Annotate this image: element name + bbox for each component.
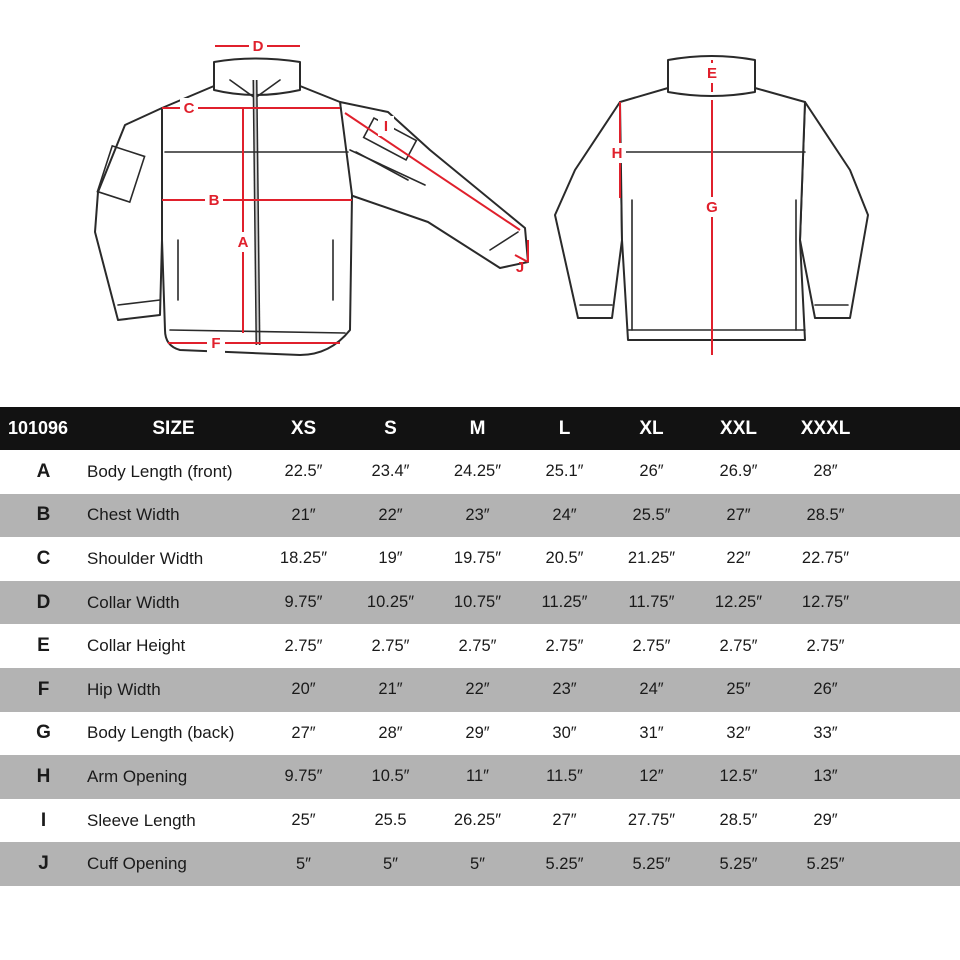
table-row	[0, 581, 960, 625]
size-header-xs: XS	[290, 417, 317, 439]
row-code: A	[36, 460, 51, 482]
cell-value: 25″	[291, 811, 316, 830]
size-chart-table	[0, 407, 960, 886]
row-name: Collar Height	[87, 636, 186, 656]
cell-value: 5″	[382, 854, 399, 873]
cell-value: 26.9″	[719, 462, 758, 481]
size-header-xxl: XXL	[720, 417, 757, 439]
row-name: Cuff Opening	[87, 854, 187, 874]
cell-value: 24.25″	[453, 462, 502, 481]
cell-value: 32″	[726, 723, 751, 742]
row-name: Collar Width	[87, 592, 180, 612]
table-row	[0, 668, 960, 712]
row-code: D	[36, 591, 51, 613]
cell-value: 24″	[639, 680, 664, 699]
table-row	[0, 712, 960, 756]
row-code: B	[36, 504, 51, 526]
cell-value: 27.75″	[627, 811, 676, 830]
cell-value: 28.5″	[719, 811, 758, 830]
cell-value: 25.5	[374, 811, 407, 830]
table-row	[0, 624, 960, 668]
cell-value: 28″	[378, 723, 403, 742]
cell-value: 2.75″	[632, 636, 671, 655]
row-code: F	[37, 678, 50, 700]
row-code: I	[40, 809, 47, 831]
row-name: Arm Opening	[87, 766, 188, 786]
row-name: Body Length (back)	[87, 723, 235, 743]
cell-value: 29″	[465, 723, 490, 742]
cell-value: 23.4″	[371, 462, 410, 481]
label-H: H	[611, 145, 623, 162]
cell-value: 30″	[552, 723, 577, 742]
size-header-s: S	[384, 417, 397, 439]
cell-value: 5″	[469, 854, 486, 873]
cell-value: 19″	[378, 549, 403, 568]
table-row	[0, 494, 960, 538]
jacket-front	[95, 59, 528, 356]
cell-value: 20″	[291, 680, 316, 699]
label-I: I	[383, 118, 389, 135]
cell-value: 22.75″	[801, 549, 850, 568]
row-code: E	[37, 635, 50, 657]
row-code: C	[36, 547, 51, 569]
size-header-m: M	[469, 417, 486, 439]
cell-value: 11.75″	[628, 593, 675, 612]
cell-value: 11″	[466, 767, 489, 786]
table-row	[0, 755, 960, 799]
cell-value: 21″	[291, 505, 316, 524]
cell-value: 22″	[465, 680, 490, 699]
cell-value: 10.5″	[371, 767, 410, 786]
model-number: 101096	[8, 418, 69, 438]
cell-value: 2.75″	[719, 636, 758, 655]
cell-value: 28″	[813, 462, 838, 481]
cell-value: 10.25″	[366, 593, 415, 612]
cell-value: 11.5″	[546, 767, 583, 786]
cell-value: 22.5″	[284, 462, 323, 481]
cell-value: 26.25″	[453, 811, 502, 830]
size-header-xxxl: XXXL	[800, 417, 851, 439]
label-D: D	[252, 38, 264, 55]
table-row	[0, 842, 960, 886]
label-B: B	[208, 192, 220, 209]
cell-value: 9.75″	[284, 767, 323, 786]
cell-value: 5″	[295, 854, 312, 873]
cell-value: 28.5″	[806, 505, 845, 524]
cell-value: 2.75″	[806, 636, 845, 655]
label-F: F	[211, 335, 221, 352]
cell-value: 18.25″	[279, 549, 328, 568]
cell-value: 2.75″	[284, 636, 323, 655]
cell-value: 27″	[726, 505, 751, 524]
cell-value: 27″	[552, 811, 577, 830]
label-J: J	[515, 259, 525, 276]
label-A: A	[237, 234, 249, 251]
cell-value: 5.25″	[632, 854, 671, 873]
cell-value: 13″	[813, 767, 838, 786]
cell-value: 12″	[639, 767, 664, 786]
cell-value: 25.5″	[632, 505, 671, 524]
cell-value: 26″	[639, 462, 664, 481]
row-code: H	[36, 765, 51, 787]
cell-value: 12.25″	[714, 593, 763, 612]
size-header: SIZE	[152, 417, 195, 439]
cell-value: 25.1″	[545, 462, 584, 481]
jacket-drawings	[0, 0, 960, 395]
table-header-row	[0, 407, 960, 450]
table-row	[0, 450, 960, 494]
label-E: E	[706, 65, 718, 82]
cell-value: 2.75″	[545, 636, 584, 655]
cell-value: 29″	[813, 811, 838, 830]
row-name: Body Length (front)	[87, 461, 233, 481]
size-header-l: L	[558, 417, 571, 439]
cell-value: 26″	[813, 680, 838, 699]
cell-value: 12.5″	[719, 767, 758, 786]
cell-value: 11.25″	[541, 593, 588, 612]
cell-value: 24″	[552, 505, 577, 524]
row-name: Shoulder Width	[87, 548, 204, 568]
cell-value: 2.75″	[458, 636, 497, 655]
cell-value: 10.75″	[453, 593, 502, 612]
cell-value: 12.75″	[801, 593, 850, 612]
table-row	[0, 799, 960, 843]
cell-value: 23″	[552, 680, 577, 699]
cell-value: 20.5″	[545, 549, 584, 568]
row-code: G	[36, 722, 51, 744]
cell-value: 5.25″	[719, 854, 758, 873]
cell-value: 27″	[291, 723, 316, 742]
label-C: C	[183, 100, 195, 117]
cell-value: 21.25″	[627, 549, 676, 568]
size-header-xl: XL	[639, 417, 664, 439]
cell-value: 33″	[813, 723, 838, 742]
cell-value: 5.25″	[545, 854, 584, 873]
cell-value: 2.75″	[371, 636, 410, 655]
cell-value: 23″	[465, 505, 490, 524]
cell-value: 5.25″	[806, 854, 845, 873]
row-code: J	[38, 853, 49, 875]
table-row	[0, 537, 960, 581]
cell-value: 21″	[378, 680, 403, 699]
cell-value: 22″	[378, 505, 403, 524]
label-G: G	[706, 199, 718, 216]
cell-value: 9.75″	[284, 593, 323, 612]
row-name: Hip Width	[87, 679, 161, 699]
row-name: Sleeve Length	[87, 810, 196, 830]
cell-value: 25″	[726, 680, 751, 699]
cell-value: 31″	[639, 723, 664, 742]
row-name: Chest Width	[87, 505, 180, 525]
jacket-measurement-diagram	[0, 0, 960, 395]
cell-value: 19.75″	[453, 549, 502, 568]
cell-value: 22″	[726, 549, 751, 568]
